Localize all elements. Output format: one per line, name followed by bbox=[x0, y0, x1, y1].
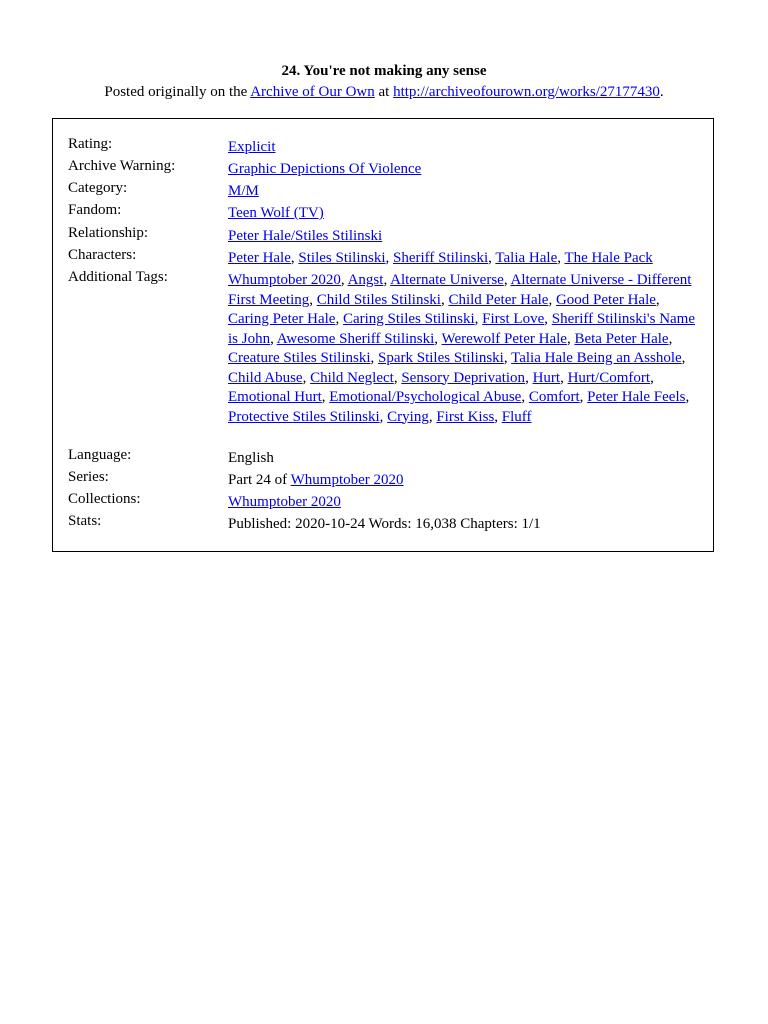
tag-link[interactable]: Child Neglect bbox=[310, 369, 394, 386]
tag-link[interactable]: Comfort bbox=[528, 389, 580, 405]
additional-tags-label: Additional Tags: bbox=[68, 269, 168, 285]
tag-link[interactable]: Emotional/Psychological Abuse bbox=[329, 389, 522, 405]
tag-link[interactable]: Child Stiles Stilinski bbox=[316, 291, 441, 308]
stats-label: Stats: bbox=[68, 513, 102, 529]
tag-link[interactable]: Explicit bbox=[228, 139, 276, 155]
stats-value: Published: 2020-10-24 Words: 16,038 Chapters: 1/1 bbox=[228, 516, 541, 532]
work-url-link[interactable]: http://archiveofourown.org/works/27177430 bbox=[393, 84, 660, 100]
tag-link[interactable]: Alternate Universe bbox=[390, 272, 504, 288]
tag-link[interactable]: First Love bbox=[482, 311, 545, 327]
tag-link[interactable]: Child Abuse bbox=[228, 369, 303, 386]
characters-value: Peter Hale, Stiles Stilinski, Sheriff Stilinski, Talia Hale, The Hale Pack bbox=[228, 250, 653, 266]
rating-row bbox=[68, 138, 708, 158]
tag-link[interactable]: M/M bbox=[228, 183, 259, 199]
work-meta-box bbox=[52, 118, 714, 552]
tag-link[interactable]: First Kiss bbox=[436, 408, 495, 425]
category-value bbox=[228, 182, 698, 202]
tag-link[interactable]: Teen Wolf (TV) bbox=[228, 205, 324, 221]
tag-link[interactable]: Angst bbox=[347, 272, 384, 288]
rating-value bbox=[228, 138, 698, 158]
characters-label: Characters: bbox=[68, 247, 137, 263]
additional-tags-row bbox=[68, 271, 708, 427]
language-row bbox=[68, 449, 708, 469]
tag-link[interactable]: Emotional Hurt bbox=[228, 389, 322, 405]
tag-link[interactable]: Talia Hale bbox=[495, 250, 558, 266]
rating-label: Rating: bbox=[68, 136, 113, 152]
tag-link[interactable]: Crying bbox=[387, 408, 429, 425]
tag-link[interactable]: Stiles Stilinski bbox=[298, 250, 386, 266]
work-title: 24. You're not making any sense bbox=[281, 63, 487, 79]
tag-link[interactable]: Protective Stiles Stilinski bbox=[228, 408, 380, 425]
archive-link[interactable]: Archive of Our Own bbox=[250, 84, 375, 100]
language-label: Language: bbox=[68, 447, 132, 463]
tag-link[interactable]: Talia Hale Being an Asshole bbox=[511, 350, 682, 366]
tag-link[interactable]: Awesome Sheriff Stilinski bbox=[276, 330, 435, 347]
tag-link[interactable]: Sheriff Stilinski bbox=[393, 250, 489, 266]
tag-link[interactable]: Spark Stiles Stilinski bbox=[378, 350, 504, 366]
stats-row bbox=[68, 515, 708, 535]
work-header bbox=[0, 61, 768, 103]
tag-link[interactable]: Hurt bbox=[532, 369, 561, 386]
tag-link[interactable]: Alternate Universe - Different First Meeting bbox=[228, 272, 692, 308]
series-value bbox=[228, 471, 698, 491]
tag-link[interactable]: Creature Stiles Stilinski bbox=[228, 350, 371, 366]
tag-link[interactable]: Sensory Deprivation bbox=[401, 369, 526, 386]
collections-row bbox=[68, 493, 708, 513]
tag-link[interactable]: Child Peter Hale bbox=[448, 291, 549, 308]
tag-link[interactable]: Good Peter Hale bbox=[555, 291, 656, 308]
posted-at: at bbox=[374, 84, 394, 100]
relationship-row bbox=[68, 227, 708, 247]
tag-link[interactable]: Caring Peter Hale bbox=[228, 311, 336, 327]
tag-link[interactable]: Caring Stiles Stilinski bbox=[342, 311, 475, 327]
language-value: English bbox=[228, 450, 274, 466]
relationship-label: Relationship: bbox=[68, 225, 148, 241]
tag-link[interactable]: Fluff bbox=[501, 408, 532, 425]
warning-value bbox=[228, 160, 698, 180]
warning-row bbox=[68, 160, 708, 180]
fandom-value bbox=[228, 204, 698, 224]
series-link[interactable]: Whumptober 2020 bbox=[290, 472, 404, 488]
tag-link[interactable]: Sheriff Stilinski's Name is John bbox=[228, 311, 696, 347]
series-prefix: Part 24 of bbox=[228, 472, 291, 488]
series-row bbox=[68, 471, 708, 491]
relationship-value bbox=[228, 227, 698, 247]
category-row bbox=[68, 182, 708, 202]
tag-link[interactable]: Hurt/Comfort bbox=[567, 369, 651, 386]
tag-link[interactable]: Peter Hale bbox=[228, 250, 291, 266]
category-label: Category: bbox=[68, 180, 128, 196]
tag-link[interactable]: Graphic Depictions Of Violence bbox=[228, 161, 422, 177]
fandom-row bbox=[68, 204, 708, 224]
tag-link[interactable]: The Hale Pack bbox=[564, 250, 653, 266]
characters-row bbox=[68, 249, 708, 269]
posted-period: . bbox=[659, 84, 664, 100]
tag-link[interactable]: Werewolf Peter Hale bbox=[441, 330, 567, 347]
posted-prefix: Posted originally on the bbox=[104, 84, 251, 100]
tag-link[interactable]: Peter Hale/Stiles Stilinski bbox=[228, 228, 383, 244]
collections-value bbox=[228, 493, 698, 513]
tag-link[interactable]: Peter Hale Feels bbox=[587, 389, 686, 405]
tag-link[interactable]: Whumptober 2020 bbox=[228, 494, 341, 510]
tag-link[interactable]: Beta Peter Hale bbox=[574, 330, 669, 347]
warning-label: Archive Warning: bbox=[68, 158, 176, 174]
fandom-label: Fandom: bbox=[68, 202, 122, 218]
tag-link[interactable]: Whumptober 2020 bbox=[228, 272, 341, 288]
posted-line bbox=[0, 82, 768, 103]
additional-tags-value: Whumptober 2020, Angst, Alternate Universe, Alternate Universe - Different First Meeting, Child Stiles Stilinski, Child Peter Hale, Good Peter Hale, Caring Peter Hale, Caring Stiles Stilinski, First Love, Sheriff Stilinski's Name is John, Awesome Sheriff Stilinski, Werewolf Peter Hale, Beta Peter Hale, Creature Stiles Stilinski, Spark Stiles Stilinski, Talia Hale Being an Asshole, Child Abuse, Child Neglect, Sensory Deprivation, Hurt, Hurt/Comfort, Emotional Hurt, Emotional/Psychological Abuse, Comfort, Peter Hale Feels, Protective Stiles Stilinski, Crying, First Kiss, Fluff bbox=[228, 272, 696, 425]
series-label: Series: bbox=[68, 469, 109, 485]
collections-label: Collections: bbox=[68, 491, 141, 507]
